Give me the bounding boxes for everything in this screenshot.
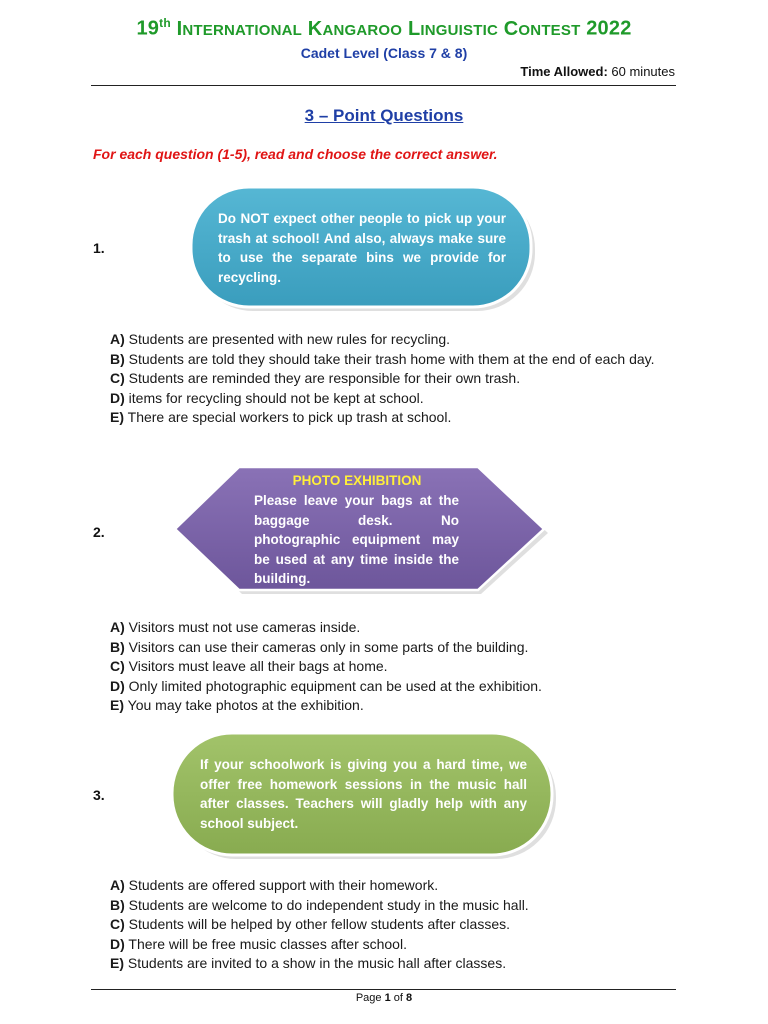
title-word-4: CONTEST [503, 17, 581, 40]
option-c[interactable]: C) Students are reminded they are responsible for their own trash. [110, 370, 521, 386]
time-label: Time Allowed: [520, 64, 608, 79]
title-word-3: LINGUISTIC [407, 17, 498, 40]
level-subtitle: Cadet Level (Class 7 & 8) [300, 45, 468, 61]
title-year: 2022 [586, 17, 632, 40]
time-allowed [520, 64, 675, 79]
option-e[interactable]: E) You may take photos at the exhibition. [110, 697, 364, 713]
option-b[interactable]: B) Students are told they should take their trash home with them at the end of each day. [110, 350, 655, 367]
question-3-number: 3. [93, 787, 105, 803]
question-3-options [110, 876, 678, 974]
page-total: 8 [406, 992, 413, 1004]
section-title: 3 – Point Questions [304, 106, 464, 125]
contest-title [0, 16, 768, 41]
question-2-number: 2. [93, 524, 105, 540]
question-3-notice-text: If your schoolwork is giving you a hard time, we offer free homework sessions in the music hall after classes. Teachers will gladly help with any school subject. [200, 757, 527, 831]
option-c[interactable]: C) Visitors must leave all their bags at home. [110, 658, 388, 674]
option-d[interactable]: D) items for recycling should not be kept at school. [110, 389, 424, 406]
page-number [0, 992, 768, 1004]
option-a[interactable]: A) Students are offered support with their homework. [110, 877, 439, 893]
footer-divider [91, 989, 676, 990]
question-2-notice-text: Please leave your bags at the baggage desk. No photographic equipment may be used at any time inside the building. [254, 493, 459, 586]
option-c[interactable]: C) Students will be helped by other fellow students after classes. [110, 916, 510, 932]
title-word-1: INTERNATIONAL [176, 17, 303, 40]
question-2-notice-heading: PHOTO EXHIBITION [292, 473, 422, 488]
question-2-options [110, 618, 678, 716]
page-of: of [393, 992, 403, 1004]
option-a[interactable]: A) Students are presented with new rules for recycling. [110, 331, 451, 347]
option-d[interactable]: D) There will be free music classes after school. [110, 935, 407, 952]
option-a[interactable]: A) Visitors must not use cameras inside. [110, 619, 361, 635]
question-1-options [110, 330, 678, 428]
option-b[interactable]: B) Visitors can use their cameras only in some parts of the building. [110, 638, 529, 655]
instruction: For each question (1-5), read and choose the correct answer. [93, 146, 498, 162]
time-value: 60 minutes [611, 64, 675, 79]
question-1-notice-text: Do NOT expect other people to pick up your trash at school! And also, always make sure to use the separate bins we provide for recycling. [218, 211, 506, 285]
title-number: 19 [136, 17, 160, 40]
option-b[interactable]: B) Students are welcome to do independent study in the music hall. [110, 896, 529, 913]
page-label: Page [355, 992, 382, 1004]
option-e[interactable]: E) Students are invited to a show in the music hall after classes. [110, 955, 507, 971]
option-d[interactable]: D) Only limited photographic equipment can be used at the exhibition. [110, 677, 542, 694]
option-e[interactable]: E) There are special workers to pick up trash at school. [110, 409, 452, 425]
page-current: 1 [384, 992, 391, 1004]
question-1-number: 1. [93, 240, 105, 256]
title-ordinal: th [159, 16, 171, 30]
title-word-2: KANGAROO [307, 17, 403, 40]
header-divider [91, 85, 676, 86]
